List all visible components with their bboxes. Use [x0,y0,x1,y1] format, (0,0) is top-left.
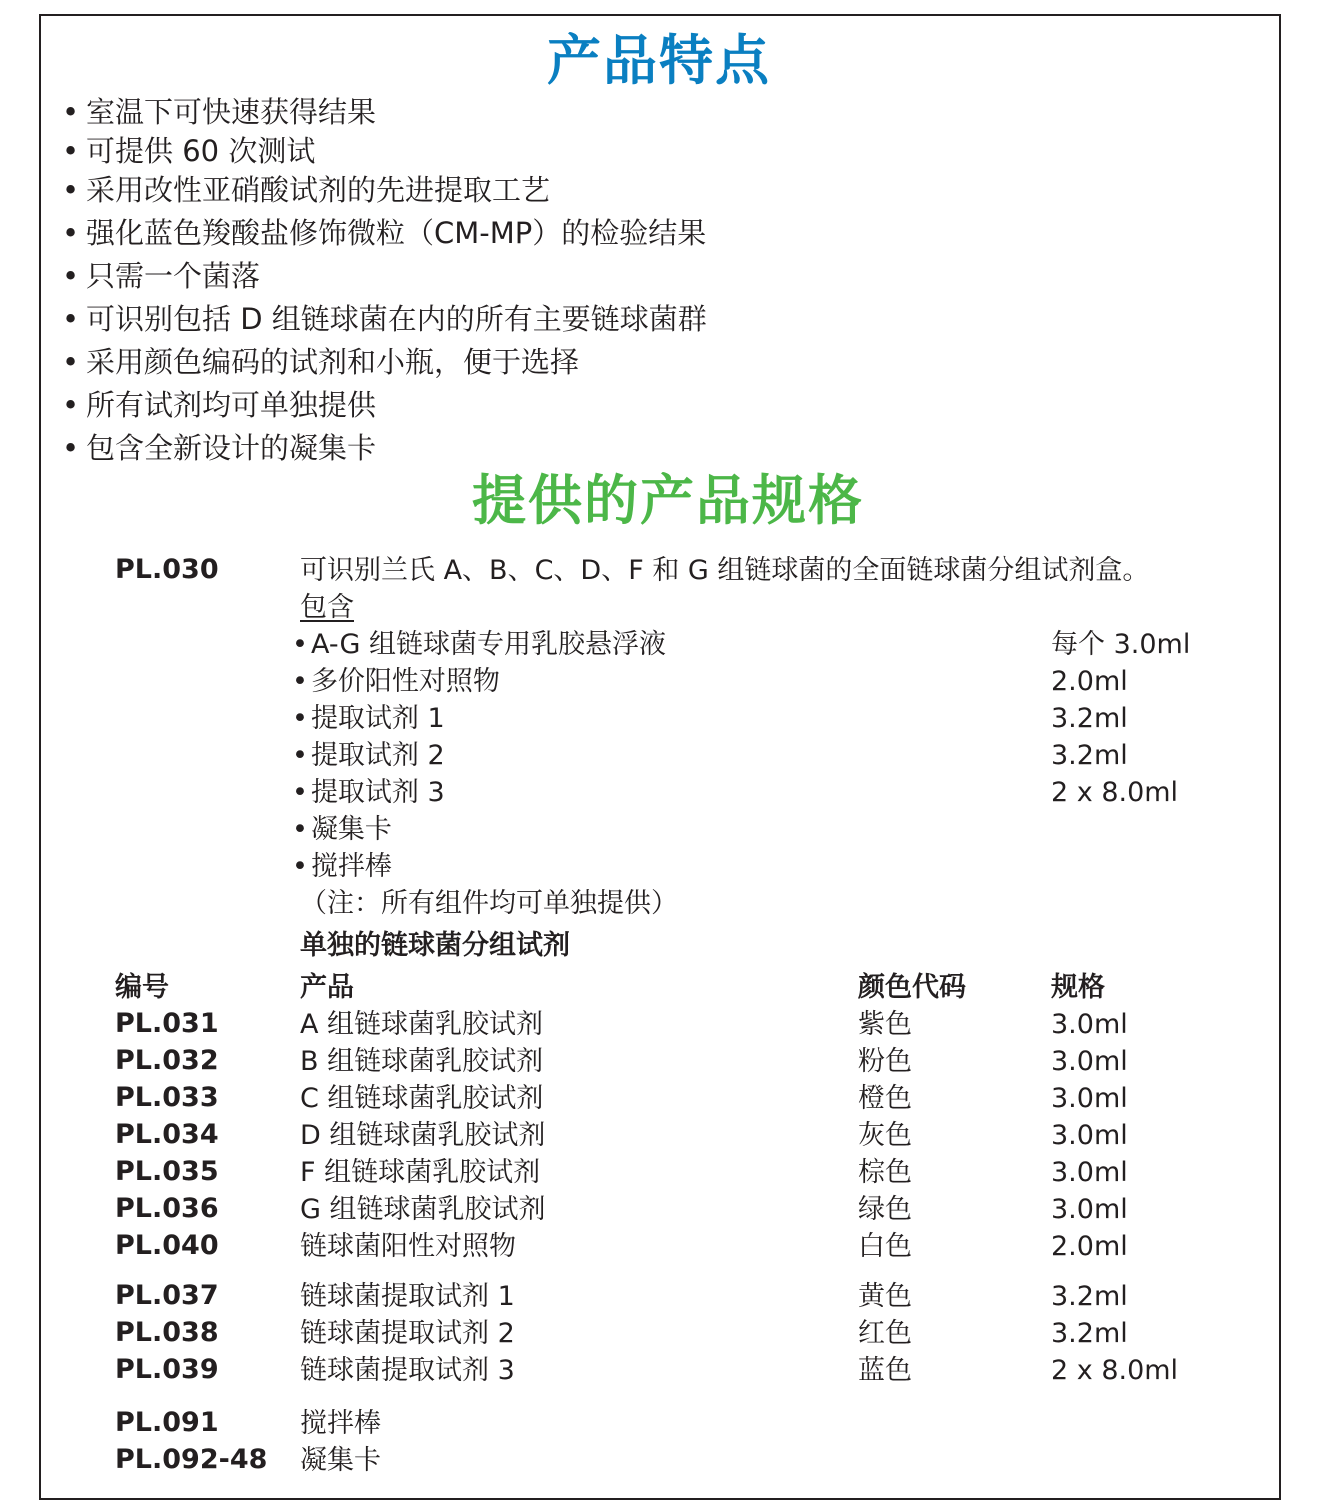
component-qty: 每个 3.0ml [1051,629,1191,660]
row-size: 3.0ml [1051,1157,1128,1188]
row-color: 粉色 [858,1046,912,1077]
row-color: 灰色 [858,1120,912,1151]
component-qty: 2 x 8.0ml [1051,777,1179,808]
feature-item: • 室温下可快速获得结果 [62,95,377,129]
row-product: C 组链球菌乳胶试剂 [300,1083,544,1114]
feature-item: • 可识别包括 D 组链球菌在内的所有主要链球菌群 [62,302,707,336]
row-code: PL.038 [115,1317,219,1348]
row-size: 2 x 8.0ml [1051,1355,1179,1386]
row-color: 绿色 [858,1194,912,1225]
feature-text: 可提供 60 次测试 [86,134,316,168]
feature-text: 强化蓝色羧酸盐修饰微粒（CM-MP）的检验结果 [86,216,707,250]
individual-title: 单独的链球菌分组试剂 [300,930,570,961]
header-size: 规格 [1051,972,1105,1003]
row-code: PL.033 [115,1082,219,1113]
row-code: PL.037 [115,1280,219,1311]
row-code: PL.035 [115,1156,219,1187]
feature-text: 可识别包括 D 组链球菌在内的所有主要链球菌群 [86,302,707,336]
header-product: 产品 [300,972,354,1003]
row-size: 3.0ml [1051,1009,1128,1040]
row-size: 3.0ml [1051,1046,1128,1077]
component-name: • 搅拌棒 [292,849,392,885]
feature-item: • 只需一个菌落 [62,259,261,293]
row-color: 棕色 [858,1157,912,1188]
feature-text: 采用颜色编码的试剂和小瓶，便于选择 [86,345,580,379]
row-color: 红色 [858,1318,912,1349]
specs-title: 提供的产品规格 [472,469,864,532]
component-name: • 提取试剂 3 [292,775,445,811]
kit-description: 可识别兰氏 A、B、C、D、F 和 G 组链球菌的全面链球菌分组试剂盒。 [300,555,1150,586]
feature-text: 室温下可快速获得结果 [86,95,377,129]
row-size: 3.2ml [1051,1318,1128,1349]
row-color: 白色 [858,1231,912,1262]
row-color: 紫色 [858,1009,912,1040]
component-qty: 3.2ml [1051,740,1128,771]
kit-note: （注：所有组件均可单独提供） [300,888,678,919]
feature-item: • 强化蓝色羧酸盐修饰微粒（CM-MP）的检验结果 [62,216,707,250]
row-size: 2.0ml [1051,1231,1128,1262]
row-size: 3.0ml [1051,1120,1128,1151]
feature-item: • 所有试剂均可单独提供 [62,388,377,422]
component-name: • 提取试剂 2 [292,738,445,774]
component-name: • 提取试剂 1 [292,701,445,737]
row-size: 3.2ml [1051,1281,1128,1312]
row-size: 3.0ml [1051,1083,1128,1114]
row-color: 黄色 [858,1281,912,1312]
row-code: PL.092-48 [115,1444,268,1475]
header-color: 颜色代码 [858,972,966,1003]
feature-text: 所有试剂均可单独提供 [86,388,377,422]
row-product: G 组链球菌乳胶试剂 [300,1194,546,1225]
component-qty: 3.2ml [1051,703,1128,734]
feature-item: • 采用改性亚硝酸试剂的先进提取工艺 [62,173,551,207]
component-name: • 多价阳性对照物 [292,664,500,700]
component-name: • 凝集卡 [292,812,392,848]
feature-text: 包含全新设计的凝集卡 [86,431,377,465]
feature-item: • 包含全新设计的凝集卡 [62,431,377,465]
component-name: • A-G 组链球菌专用乳胶悬浮液 [292,627,666,663]
row-code: PL.039 [115,1354,219,1385]
feature-text: 只需一个菌落 [86,259,261,293]
row-product: 链球菌提取试剂 3 [300,1355,515,1386]
header-code: 编号 [115,972,169,1003]
row-size: 3.0ml [1051,1194,1128,1225]
row-code: PL.040 [115,1230,219,1261]
row-color: 橙色 [858,1083,912,1114]
row-code: PL.032 [115,1045,219,1076]
row-product: B 组链球菌乳胶试剂 [300,1046,544,1077]
row-code: PL.091 [115,1407,219,1438]
row-color: 蓝色 [858,1355,912,1386]
features-title: 产品特点 [547,29,771,92]
kit-code: PL.030 [115,554,219,585]
feature-item: • 采用颜色编码的试剂和小瓶，便于选择 [62,345,580,379]
row-product: 搅拌棒 [300,1408,381,1439]
row-product: 链球菌提取试剂 2 [300,1318,515,1349]
row-code: PL.031 [115,1008,219,1039]
feature-item: • 可提供 60 次测试 [62,134,316,168]
kit-contains-label: 包含 [300,592,354,623]
row-product: D 组链球菌乳胶试剂 [300,1120,546,1151]
component-qty: 2.0ml [1051,666,1128,697]
row-product: 凝集卡 [300,1445,381,1476]
row-code: PL.036 [115,1193,219,1224]
row-product: 链球菌提取试剂 1 [300,1281,515,1312]
row-code: PL.034 [115,1119,219,1150]
row-product: F 组链球菌乳胶试剂 [300,1157,541,1188]
feature-text: 采用改性亚硝酸试剂的先进提取工艺 [86,173,551,207]
row-product: 链球菌阳性对照物 [300,1231,516,1262]
row-product: A 组链球菌乳胶试剂 [300,1009,544,1040]
